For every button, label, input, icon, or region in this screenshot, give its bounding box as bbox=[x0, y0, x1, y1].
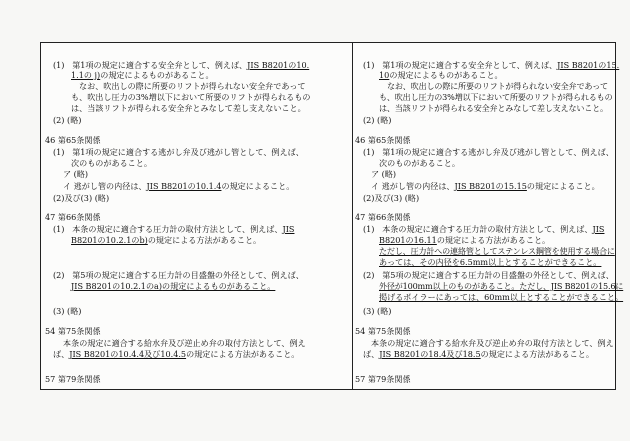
jis-ref: B8201の10.2.1のb) bbox=[71, 235, 148, 245]
left-heading-57: 57 第79条関係 bbox=[45, 374, 101, 384]
text: 第1項の規定に適合する安全弁として、例えば、 bbox=[72, 60, 248, 70]
text: 第5項の規定に適合する圧力計の目盛盤の外径として、例えば、 bbox=[72, 270, 304, 280]
right-s47-p3: (3) (略) bbox=[363, 306, 392, 316]
jis-ref: 1.1の j) bbox=[71, 70, 101, 80]
right-s54-a: 本条の規定に適合する給水弁及び逆止め弁の取付方法として、例え bbox=[371, 338, 614, 348]
right-heading-54: 54 第75条関係 bbox=[355, 326, 411, 336]
right-s47-p1-cont bbox=[379, 235, 550, 245]
right-s47-p1 bbox=[363, 224, 604, 234]
left-s43-p1 bbox=[53, 60, 309, 70]
left-heading-47: 47 第66条関係 bbox=[45, 212, 101, 222]
text: 第1項の規定に適合する逃がし弁及び逃がし管として、例えば、 bbox=[72, 147, 304, 157]
right-s43-p2: (2) (略) bbox=[363, 115, 392, 125]
jis-ref: JIS B8201の15.15 bbox=[454, 181, 527, 191]
right-s54-b bbox=[363, 349, 594, 359]
right-s46-i bbox=[371, 181, 600, 191]
text: の規定によるものがあること。 bbox=[389, 70, 503, 80]
left-s47-p1-cont bbox=[71, 235, 261, 245]
item-number: (1) bbox=[363, 147, 375, 157]
left-heading-54: 54 第75条関係 bbox=[45, 326, 101, 336]
item-number: (2) bbox=[53, 270, 65, 280]
left-s46-p1 bbox=[53, 147, 304, 157]
text: の規定によること。 bbox=[221, 181, 295, 191]
right-s47-p2-cont-2: 掲げるボイラーにあっては、60mm以上とすることができること。 bbox=[379, 292, 624, 302]
jis-ref: JIS bbox=[592, 224, 605, 234]
text: ば、 bbox=[363, 349, 380, 359]
text: 第1項の規定に適合する安全弁として、例えば、 bbox=[382, 60, 558, 70]
text: 第1項の規定に適合する逃がし弁及び逃がし管として、例えば、 bbox=[382, 147, 614, 157]
item-number: (1) bbox=[53, 224, 65, 234]
right-heading-57: 57 第79条関係 bbox=[355, 374, 411, 384]
text: 本条の規定に適合する圧力計の取付方法として、例えば、 bbox=[382, 224, 593, 234]
jis-ref: JIS B8201の18.4及び18.5 bbox=[379, 349, 481, 359]
item-number: (1) bbox=[363, 224, 375, 234]
left-s47-p1 bbox=[53, 224, 294, 234]
right-s47-p1-proviso-1: ただし、圧力計への連絡管としてステンレス鋼管を使用する場合に bbox=[379, 246, 615, 256]
right-s47-p2 bbox=[363, 270, 614, 280]
jis-ref: B8201の16.11 bbox=[379, 235, 437, 245]
right-s46-a: ア (略) bbox=[371, 169, 397, 179]
left-s43-note-3: は、当該リフトが得られる安全弁とみなして差し支えないこと。 bbox=[71, 103, 306, 113]
jis-ref: 10 bbox=[379, 70, 390, 80]
jis-ref: JIS bbox=[282, 224, 295, 234]
left-s54-b bbox=[53, 349, 299, 359]
jis-ref: JIS B8201の15. bbox=[557, 60, 620, 70]
left-s54-a: 本条の規定に適合する給水弁及び逆止め弁の取付方法として、例え bbox=[63, 338, 306, 348]
left-s43-p2: (2) (略) bbox=[53, 115, 82, 125]
text: ば、 bbox=[53, 349, 70, 359]
right-s46-p1 bbox=[363, 147, 614, 157]
left-s47-p2 bbox=[53, 270, 304, 280]
text: の規定による方法があること。 bbox=[186, 349, 300, 359]
text: イ 逃がし管の内径は、 bbox=[63, 181, 147, 191]
left-s43-p1-cont bbox=[71, 70, 214, 80]
text: イ 逃がし管の内径は、 bbox=[371, 181, 455, 191]
text: の規定によるものがあること。 bbox=[100, 70, 214, 80]
right-s43-p1 bbox=[363, 60, 619, 70]
text: の規定によるものがあること。 bbox=[162, 281, 276, 291]
left-s46-a: ア (略) bbox=[63, 169, 89, 179]
left-s46-p1-cont: 次のものがあること。 bbox=[71, 158, 152, 168]
text: の規定による方法があること。 bbox=[480, 349, 594, 359]
item-number: (2) bbox=[363, 270, 375, 280]
text: の規定によること。 bbox=[526, 181, 600, 191]
left-s46-i bbox=[63, 181, 294, 191]
comparison-table bbox=[40, 42, 624, 390]
item-number: (1) bbox=[363, 60, 375, 70]
jis-ref: JIS B8201の10.4.4及び10.4.5 bbox=[69, 349, 187, 359]
right-s47-p2-cont-1: 外径が100mm以上のものがあること。ただし、JIS B8201の15.6に bbox=[379, 281, 624, 291]
right-s43-p1-cont bbox=[379, 70, 503, 80]
left-s43-note-2: も、吹出し圧力の3%増以下において所要のリフトが得られるもの bbox=[71, 92, 311, 102]
right-s46-p23: (2)及び(3) (略) bbox=[363, 193, 420, 203]
jis-ref: JIS B8201の10.1.4 bbox=[146, 181, 222, 191]
jis-ref: JIS B8201の10. bbox=[247, 60, 310, 70]
jis-ref: JIS B8201の10.2.1のa) bbox=[71, 281, 163, 291]
right-heading-47: 47 第66条関係 bbox=[355, 212, 411, 222]
item-number: (1) bbox=[53, 147, 65, 157]
right-s43-note-2: も、吹出し圧力の3%増以下において所要のリフトが得られるもの bbox=[379, 92, 613, 102]
column-divider bbox=[352, 43, 353, 389]
text: 第5項の規定に適合する圧力計の目盛盤の外径として、例えば、 bbox=[382, 270, 614, 280]
right-heading-46: 46 第65条関係 bbox=[355, 135, 411, 145]
right-s47-p1-proviso-2: あっては、その内径を6.5mm以上とすることができること。 bbox=[379, 257, 602, 267]
left-s43-note-1: なお、吹出しの際に所要のリフトが得られない安全弁であって bbox=[79, 81, 306, 91]
right-s43-note-1: なお、吹出しの際に所要のリフトが得られない安全弁であって bbox=[387, 81, 608, 91]
text: 本条の規定に適合する圧力計の取付方法として、例えば、 bbox=[72, 224, 283, 234]
right-s46-p1-cont: 次のものがあること。 bbox=[379, 158, 460, 168]
text: の規定による方法があること。 bbox=[147, 235, 262, 245]
left-heading-46: 46 第65条関係 bbox=[45, 135, 101, 145]
item-number: (1) bbox=[53, 60, 65, 70]
left-s46-p23: (2)及び(3) (略) bbox=[53, 193, 110, 203]
text: の規定による方法があること。 bbox=[436, 235, 551, 245]
right-s43-note-3: は、当該リフトが得られる安全弁とみなして差し支えないこと。 bbox=[379, 103, 608, 113]
left-s47-p3: (3) (略) bbox=[53, 306, 82, 316]
left-s47-p2-cont bbox=[71, 281, 275, 291]
